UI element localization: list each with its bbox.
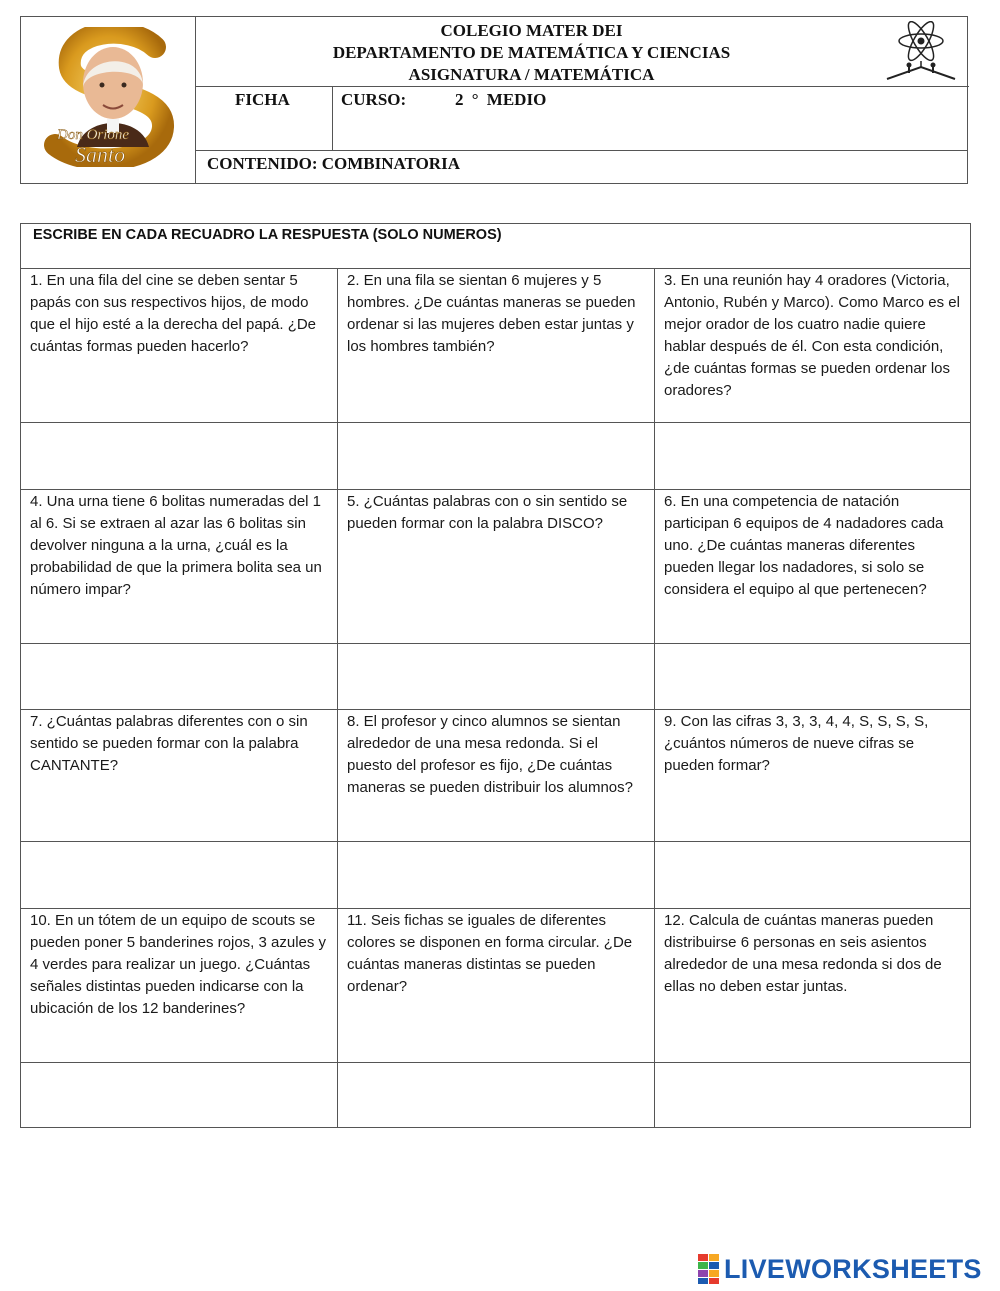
answer-box-6[interactable] <box>655 644 971 709</box>
curso-value: 2 ° MEDIO <box>455 90 547 109</box>
ficha-label: FICHA <box>235 90 290 109</box>
question-4: 4. Una urna tiene 6 bolitas numeradas del 1 al 6. Si se extraen al azar las 6 bolitas sin devolver ninguna a la urna, ¿cuál es la probabilidad de que la primera bolita sea un número impar? <box>30 493 322 598</box>
liveworksheets-brand[interactable] <box>698 1252 982 1286</box>
answer-box-1[interactable] <box>21 423 337 489</box>
header-column-divider <box>332 86 333 150</box>
header-divider <box>196 150 967 151</box>
answer-box-8[interactable] <box>338 842 654 908</box>
school-emblem-icon <box>881 21 961 85</box>
instruction-text: ESCRIBE EN CADA RECUADRO LA RESPUESTA (SOLO NUMEROS) <box>21 224 970 269</box>
question-9: 9. Con las cifras 3, 3, 3, 4, 4, S, S, S, S, ¿cuántos números de nueve cifras se pueden formar? <box>664 713 929 774</box>
answer-box-5[interactable] <box>338 644 654 709</box>
contenido-label: CONTENIDO: COMBINATORIA <box>207 154 460 173</box>
worksheet-header <box>20 16 968 184</box>
question-11: 11. Seis fichas se iguales de diferentes colores se disponen en forma circular. ¿De cuántas maneras distintas se pueden ordenar? <box>347 912 633 995</box>
answer-box-3[interactable] <box>655 423 971 489</box>
school-logo-image <box>35 27 185 167</box>
exercise-table <box>20 223 971 1128</box>
school-name: COLEGIO MATER DEI <box>440 21 623 40</box>
logo-text-line2: Santo <box>75 142 126 167</box>
answer-box-2[interactable] <box>338 423 654 489</box>
question-5: 5. ¿Cuántas palabras con o sin sentido se pueden formar con la palabra DISCO? <box>347 493 628 532</box>
question-10: 10. En un tótem de un equipo de scouts se pueden poner 5 banderines rojos, 3 azules y 4 verdes para realizar un juego. ¿Cuántas señales distintas pueden indicarse con la ubicación de los 12 banderines? <box>30 912 327 1017</box>
question-8: 8. El profesor y cinco alumnos se sientan alrededor de una mesa redonda. Si el puesto del profesor es fijo, ¿De cuántas maneras se pueden distribuir los alumnos? <box>347 713 633 796</box>
question-7: 7. ¿Cuántas palabras diferentes con o sin sentido se pueden formar con la palabra CANTANTE? <box>30 713 308 774</box>
answer-box-12[interactable] <box>655 1063 971 1127</box>
emblem-divider <box>866 86 969 87</box>
header-divider <box>196 86 866 87</box>
answer-box-9[interactable] <box>655 842 971 908</box>
subject-name: ASIGNATURA / MATEMÁTICA <box>408 65 655 84</box>
question-6: 6. En una competencia de natación participan 6 equipos de 4 nadadores cada uno. ¿De cuántas maneras diferentes pueden llegar los nadadores, si solo se considera el equipo al que pertenecen? <box>664 493 944 598</box>
answer-box-11[interactable] <box>338 1063 654 1127</box>
department-name: DEPARTAMENTO DE MATEMÁTICA Y CIENCIAS <box>332 43 731 62</box>
answer-box-10[interactable] <box>21 1063 337 1127</box>
question-3: 3. En una reunión hay 4 oradores (Victoria, Antonio, Rubén y Marco). Como Marco es el mejor orador de los cuatro nadie quiere hablar después de él. Con esta condición, ¿de cuántas formas se pueden ordenar los oradores? <box>664 272 960 399</box>
curso-label: CURSO: <box>341 90 407 109</box>
question-1: 1. En una fila del cine se deben sentar 5 papás con sus respectivos hijos, de modo que el hijo esté a la derecha del papá. ¿De cuántas formas pueden hacerlo? <box>30 272 317 355</box>
school-info <box>196 17 967 87</box>
brand-name: LIVEWORKSHEETS <box>724 1253 982 1284</box>
logo-cell <box>21 17 196 183</box>
question-12: 12. Calcula de cuántas maneras pueden distribuirse 6 personas en seis asientos alrededor de una mesa redonda si dos de ellas no deben estar juntas. <box>664 912 942 995</box>
question-2: 2. En una fila se sientan 6 mujeres y 5 hombres. ¿De cuántas maneras se pueden ordenar si las mujeres deben estar juntas y los hombres también? <box>347 272 636 355</box>
logo-text-line1: Don Orione <box>57 127 130 143</box>
liveworksheets-logo-icon <box>698 1254 720 1284</box>
answer-box-4[interactable] <box>21 644 337 709</box>
answer-box-7[interactable] <box>21 842 337 908</box>
